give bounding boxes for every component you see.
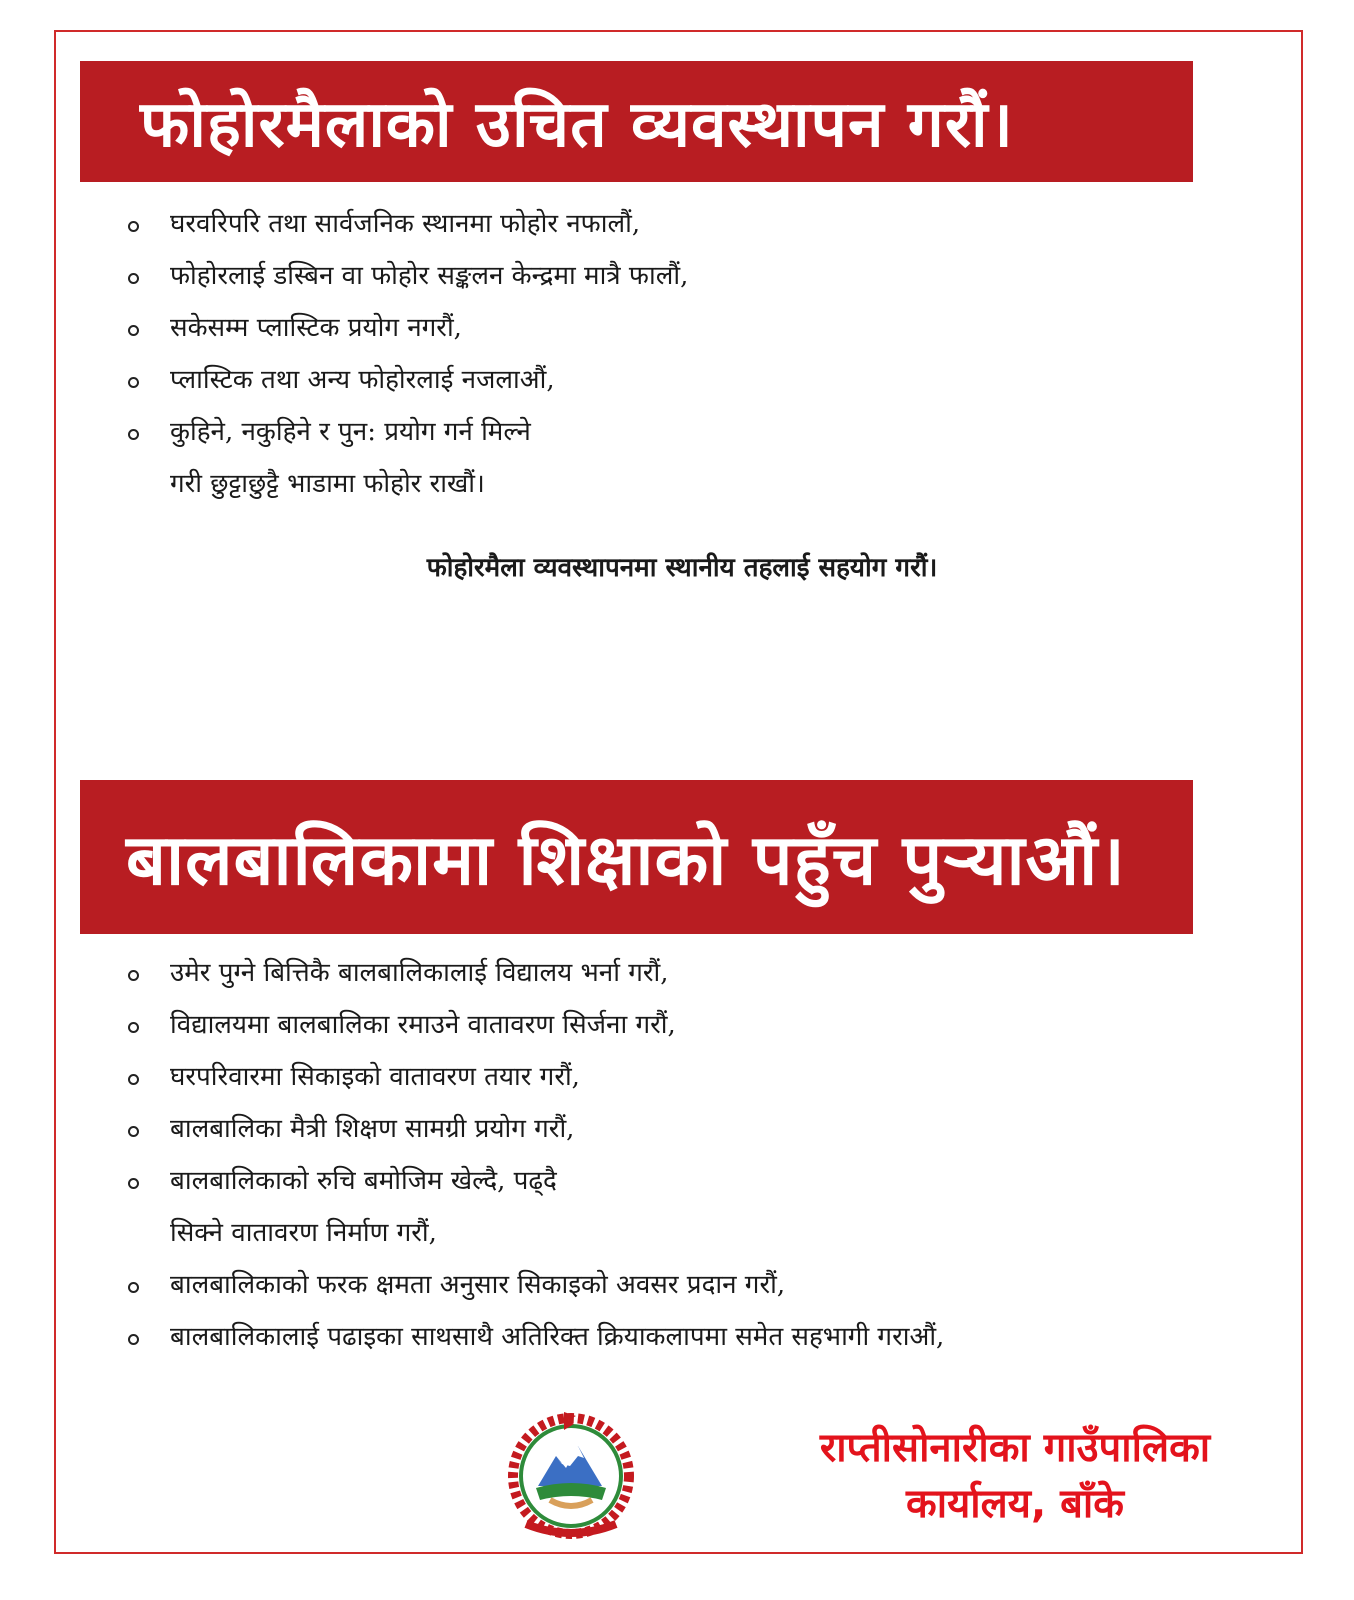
- circle-bullet-icon: [128, 325, 139, 336]
- nepal-emblem-icon: [498, 1408, 644, 1544]
- circle-bullet-icon: [128, 1022, 139, 1033]
- waste-tips-list: [124, 198, 688, 510]
- circle-bullet-icon: [128, 1334, 139, 1345]
- list-item: [124, 1103, 944, 1155]
- list-item: [124, 406, 688, 510]
- heading-waste-management: फोहोरमैलाको उचित व्यवस्थापन गरौं।: [140, 88, 1014, 162]
- list-item-text: कुहिने, नकुहिने र पुन: प्रयोग गर्न मिल्ने: [170, 417, 531, 447]
- list-item-text: गरी छुट्टाछुट्टै भाडामा फोहोर राखौं।: [170, 469, 485, 499]
- education-tips-list: [124, 947, 944, 1363]
- list-item-text: बालबालिकालाई पढाइका साथसाथै अतिरिक्त क्रियाकलापमा समेत सहभागी गराऔं,: [170, 1322, 945, 1352]
- list-item: [124, 354, 688, 406]
- circle-bullet-icon: [128, 1074, 139, 1085]
- list-item-text: बालबालिकाको रुचि बमोजिम खेल्दै, पढ्दै: [170, 1166, 557, 1196]
- office-name-line2: कार्यालय, बाँके: [905, 1481, 1124, 1527]
- waste-support-note: फोहोरमैला व्यवस्थापनमा स्थानीय तहलाई सहयोग गरौं।: [426, 553, 938, 583]
- circle-bullet-icon: [128, 377, 139, 388]
- office-name: [760, 1420, 1270, 1532]
- list-item: [124, 302, 688, 354]
- heading-banner-education: [80, 780, 1193, 934]
- list-item-text: फोहोरलाई डस्बिन वा फोहोर सङ्कलन केन्द्रमा मात्रै फालौं,: [170, 261, 689, 291]
- list-item: [124, 250, 688, 302]
- list-item: [124, 1051, 944, 1103]
- circle-bullet-icon: [128, 221, 139, 232]
- circle-bullet-icon: [128, 1178, 139, 1189]
- circle-bullet-icon: [128, 1126, 139, 1137]
- list-item-text: घरवरिपरि तथा सार्वजनिक स्थानमा फोहोर नफालौं,: [170, 209, 641, 239]
- list-item: [124, 999, 944, 1051]
- list-item-text: सिक्ने वातावरण निर्माण गरौं,: [170, 1218, 437, 1248]
- office-name-line1: राप्तीसोनारीका गाउँपालिका: [819, 1425, 1211, 1471]
- list-item: [124, 1155, 944, 1259]
- list-item-text: प्लास्टिक तथा अन्य फोहोरलाई नजलाऔं,: [170, 365, 555, 395]
- list-item-text: सकेसम्म प्लास्टिक प्रयोग नगरौं,: [170, 313, 462, 343]
- list-item-text: बालबालिकाको फरक क्षमता अनुसार सिकाइको अवसर प्रदान गरौं,: [170, 1270, 786, 1300]
- circle-bullet-icon: [128, 970, 139, 981]
- circle-bullet-icon: [128, 273, 139, 284]
- heading-banner-waste: [80, 61, 1193, 182]
- circle-bullet-icon: [128, 429, 139, 440]
- list-item-text: बालबालिका मैत्री शिक्षण सामग्री प्रयोग गरौं,: [170, 1114, 575, 1144]
- list-item: [124, 947, 944, 999]
- heading-child-education: बालबालिकामा शिक्षाको पहुँच पुऱ्याऔं।: [126, 819, 1126, 901]
- list-item: [124, 1259, 944, 1311]
- list-item: [124, 1311, 944, 1363]
- list-item-text: घरपरिवारमा सिकाइको वातावरण तयार गरौं,: [170, 1062, 580, 1092]
- circle-bullet-icon: [128, 1282, 139, 1293]
- list-item: [124, 198, 688, 250]
- list-item-text: उमेर पुग्ने बित्तिकै बालबालिकालाई विद्यालय भर्ना गरौं,: [170, 958, 669, 988]
- list-item-text: विद्यालयमा बालबालिका रमाउने वातावरण सिर्जना गरौं,: [170, 1010, 676, 1040]
